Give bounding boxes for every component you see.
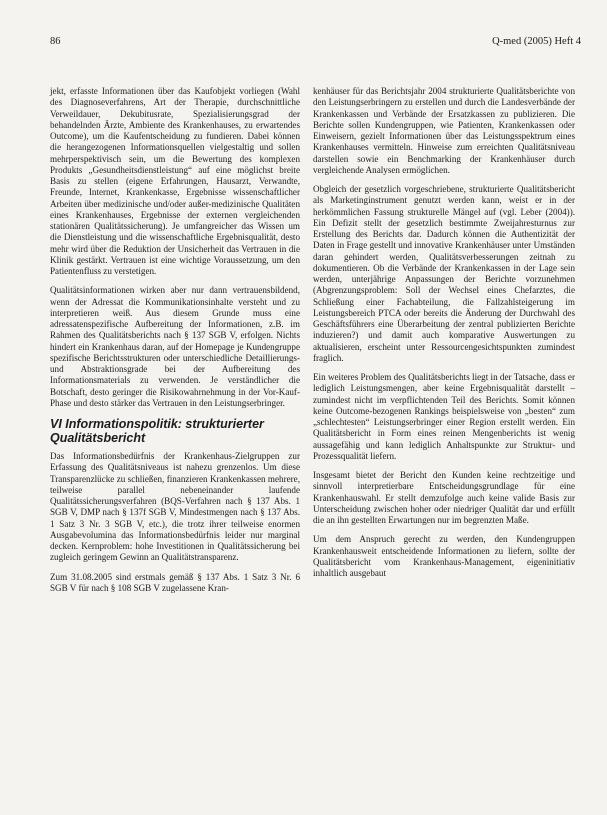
paragraph: kenhäuser für das Berichtsjahr 2004 strukturierte Qualitätsberichte von den Leistungserbringern zu erstellen und durch die Landesverbände der Krankenkassen und Verbände der Ersatzkassen zu publizieren. Die Berichte sollen Kundengruppen, wie Patienten, Krankenkassen oder Einweisern, gezielt Informationen über das Leistungsspektrum eines Krankenhauses vermitteln. Hinweise zum erreichten Qualitätsniveau darstellen sowie ein Benchmarking der Krankenhäuser durch vergleichende Analysen ermöglichen. <box>313 86 575 175</box>
section-heading: VI Informationspolitik: strukturierter Qualitätsbericht <box>50 417 264 445</box>
paragraph: Obgleich der gesetzlich vorgeschriebene, strukturierte Qualitätsbericht als Marketinginstrument genutzt werden kann, weist er in der herkömmlichen Fassung strukturelle Mängel auf (vgl. Leber (2004)). Ein Defizit stellt der gesetzlich bestimmte Zweijahresturnus zur Erstellung des Berichts dar. Dadurch können die Authentizität der Daten in Frage gestellt und innovative Krankenhäuser unter Umständen daran gehindert werden, Qualitätsverbesserungen zeitnah zu dokumentieren. Ob die Verbände der Krankenkassen in der Lage sein werden, unterjährige Anpassungen der Berichte vorzunehmen (Abgrenzungsproblem: Soll der Wechsel eines Chefarztes, die Schließung einer Fachabteilung, die Fallzahlsteigerung im Leistungsbereich PTCA oder bereits die Änderung der Durchwahl des Geschäftsführers eine Überarbeitung der zentral publizierten Berichte induzieren?) und damit auch komparative Auswertungen zu aktualisieren, erscheint unter Ressourcengesichtspunkten zumindest fraglich. <box>313 184 575 363</box>
paragraph: Um dem Anspruch gerecht zu werden, den Kundengruppen Krankenhausweit entscheidende Informationen zu liefern, sollte der Qualitätsbericht vom Krankenhaus-Management, eigeninitiativ inhaltlich ausgebaut <box>313 534 575 578</box>
paragraph: Insgesamt bietet der Bericht den Kunden keine rechtzeitige und sinnvoll interpretierbare Entscheidungsgrundlage für eine Krankenhauswahl. Er stellt demzufolge auch keine valide Basis zur Unterscheidung zwischen hoher oder niedriger Qualität dar und erfüllt die an ihn gestellten Erwartungen nur im begrenzten Maße. <box>313 470 575 525</box>
paragraph: Das Informationsbedürfnis der Krankenhaus-Zielgruppen zur Erfassung des Qualitätsniveaus ist nahezu grenzenlos. Um diese Transparenzlücke zu schließen, finanzieren Krankenkassen mehrere, teilweise parallel nebeneinander laufende Qualitätssicherungsverfahren (BQS-Verfahren nach § 137 Abs. 1 SGB V, DMP nach § 137f SGB V, Mindestmengen nach § 137 Abs. 1 Satz 3 Nr. 3 SGB V, etc.), die trotz ihrer teilweise enormen Ausgabevolumina das Informationsbedürfnis leider nur marginal decken. Kernproblem: hohe Investitionen in Qualitätssicherung bei zugleich geringem Gewinn an Qualitätstransparenz. <box>50 451 300 563</box>
paragraph: Ein weiteres Problem des Qualitätsberichts liegt in der Tatsache, dass er lediglich Leistungsmengen, aber keine Ergebnisqualität darstellt – zumindest nicht im verpflichtenden Teil des Berichts. Somit können keine Outcome-bezogenen Rankings beispielsweise von „besten“ zum „schlechtesten“ Leistungserbringer einer Region erstellt werden. Ein Qualitätsbericht in Form eines reinen Mengenberichts ist wenig aussagefähig und kann lediglich Anhaltspunkte zur Struktur- und Prozessqualität liefern. <box>313 372 575 461</box>
left-column <box>50 86 300 602</box>
paragraph: Qualitätsinformationen wirken aber nur dann vertrauensbildend, wenn der Adressat die Kommunikationsinhalte versteht und zu interpretieren weiß. Aus diesem Grunde muss eine adressatenspezifische Aufbereitung der Informationen, z.B. im Rahmen des Qualitätsberichts nach § 137 SGB V, erfolgen. Nichts hindert ein Krankenhaus daran, auf der Homepage je Kundengruppe spezifische Berichtsstrukturen oder unterschiedliche Detaillierungs- und Abstraktionsgrade bei der Aufbereitung des Informationsmaterials zu verwenden. Je verständlicher die Botschaft, desto geringer die Risikowahrnehmung in der Vor-Kauf-Phase und desto stärker das Vertrauen in den Leistungserbringer. <box>50 285 300 408</box>
paragraph: Zum 31.08.2005 sind erstmals gemäß § 137 Abs. 1 Satz 3 Nr. 6 SGB V für nach § 108 SGB V zugelassene Kran- <box>50 571 300 593</box>
paragraph: jekt, erfasste Informationen über das Kaufobjekt vorliegen (Wahl des Diagnoseverfahrens, Art der Therapie, durchschnittliche Verweildauer, Dekubitusrate, Spezialisierungsgrad der behandelnden Ärzte, Ambiente des Krankenhauses, zu erwartendes Outcome), um die Kaufentscheidung zu fundieren. Dabei können die herangezogenen Informationsquellen vielgestaltig und sollen mehrperspektivisch sein, um die Bewertung des komplexen Produkts „Gesundheitsdienstleistung“ auf eine möglichst breite Basis zu stellen (eigene Erfahrungen, Hausarzt, Verwandte, Freunde, Internet, Krankenkasse, Ergebnisse wissenschaftlicher Arbeiten über medizinische und/oder außer-medizinische Qualitäten eines Krankenhauses, Ergebnisse der externen vergleichenden stationären Qualitätssicherung). Je umfangreicher das Wissen um die Dienstleistung und die wissenschaftliche Ergebnisqualität, desto mehr wird über die Reduktion der Unsicherheit das Vertrauen in die Klinik gestärkt. Vertrauen ist eine wichtige Voraussetzung, um den Patientenfluss zu verstetigen. <box>50 86 300 276</box>
right-column <box>313 86 575 587</box>
journal-reference: Q-med (2005) Heft 4 <box>492 36 581 47</box>
page-number: 86 <box>50 36 61 47</box>
page-header <box>50 36 581 52</box>
